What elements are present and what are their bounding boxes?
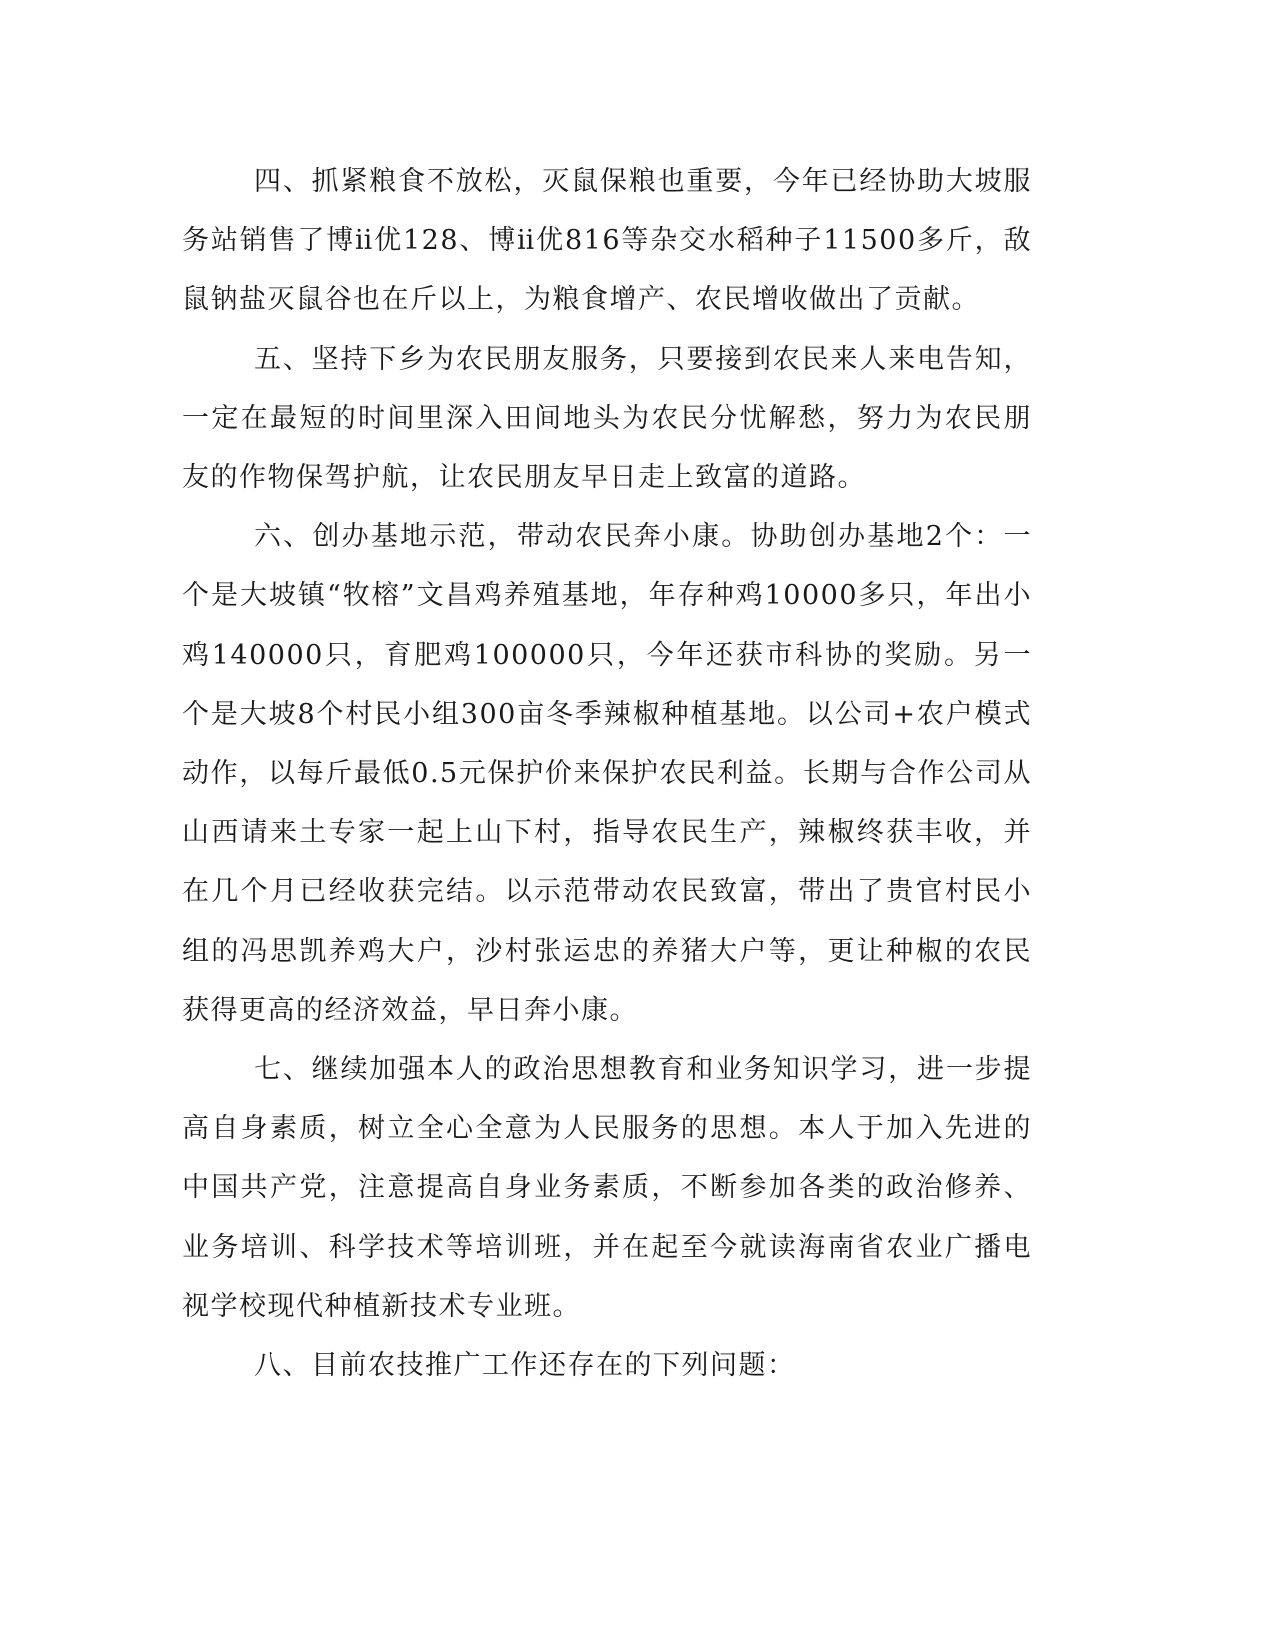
paragraph-6: 六、创办基地示范，带动农民奔小康。协助创办基地2个：一个是大坡镇“牧榕”文昌鸡养殖基地，年存种鸡10000多只，年出小鸡140000只，育肥鸡100000只，今年还获市科协的奖励。另一个是大坡8个村民小组300亩冬季辣椒种植基地。以公司+农户模式动作，以每斤最低0.5元保护价来保护农民利益。长期与合作公司从山西请来土专家一起上山下村，指导农民生产，辣椒终获丰收，并在几个月已经收获完结。以示范带动农民致富，带出了贵官村民小组的冯思凯养鸡大户，沙村张运忠的养猪大户等，更让种椒的农民获得更高的经济效益，早日奔小康。: [182, 521, 1032, 1026]
paragraph-7: 七、继续加强本人的政治思想教育和业务知识学习，进一步提高自身素质，树立全心全意为人民服务的思想。本人于加入先进的中国共产党，注意提高自身业务素质，不断参加各类的政治修养、业务培训、科学技术等培训班，并在起至今就读海南省农业广播电视学校现代种植新技术专业班。: [182, 1054, 1032, 1322]
document-body: [182, 152, 1032, 1395]
paragraph-4: 四、抓紧粮食不放松，灭鼠保粮也重要，今年已经协助大坡服务站销售了博ⅱ优128、博ⅱ优816等杂交水稻种子11500多斤，敌鼠钠盐灭鼠谷也在斤以上，为粮食增产、农民增收做出了贡献。: [182, 166, 1032, 316]
paragraph-8: 八、目前农技推广工作还存在的下列问题：: [254, 1350, 796, 1382]
paragraph-5: 五、坚持下乡为农民朋友服务，只要接到农民来人来电告知，一定在最短的时间里深入田间地头为农民分忧解愁，努力为农民朋友的作物保驾护航，让农民朋友早日走上致富的道路。: [182, 343, 1032, 494]
